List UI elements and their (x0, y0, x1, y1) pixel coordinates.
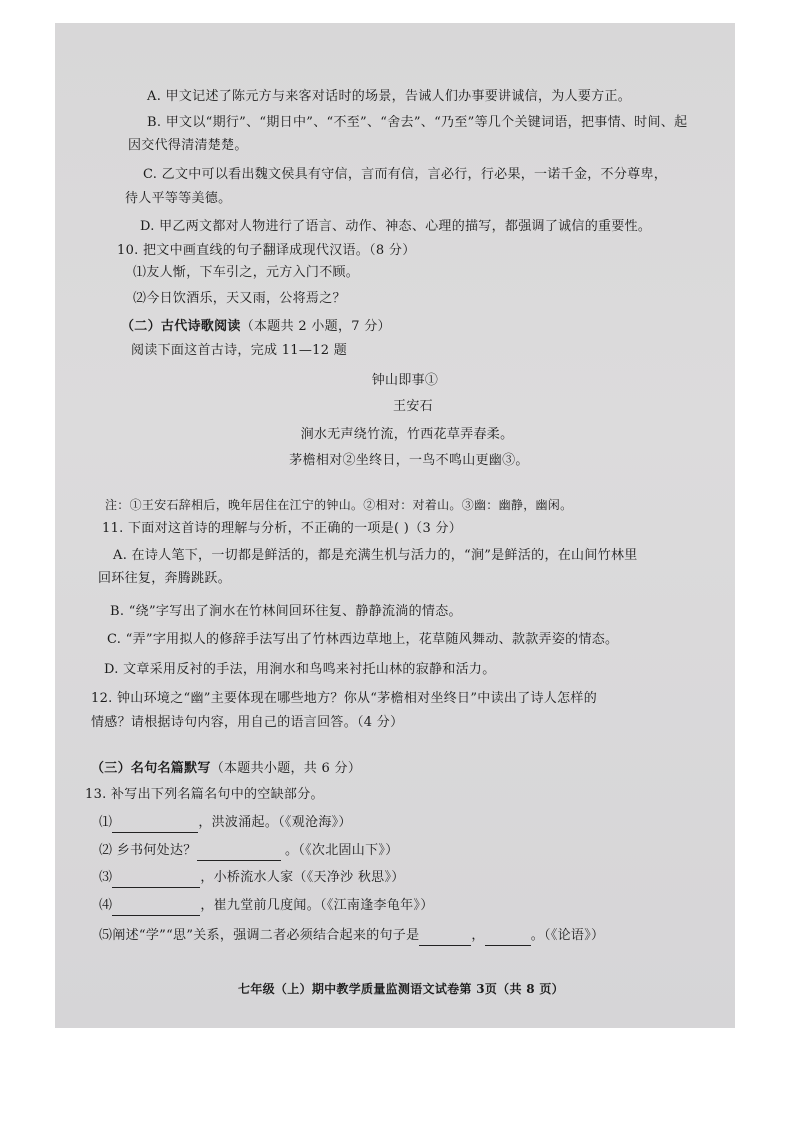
q9-option-b-line1: B. 甲文以“期行”、“期日中”、“不至”、“舍去”、“乃至”等几个关键词语，把事情、时间、起 (147, 115, 688, 130)
poem-line-2: 茅檐相对②坐终日，一鸟不鸣山更幽③。 (289, 453, 529, 468)
q13-item-3 (99, 868, 405, 888)
answer-blank-2[interactable] (197, 846, 281, 861)
poem-line-1: 涧水无声绕竹流，竹西花草弄春柔。 (300, 427, 514, 442)
answer-blank-3[interactable] (112, 873, 200, 888)
section2-note: （本题共 2 小题，7 分） (240, 319, 391, 334)
q13-item-2 (99, 841, 399, 861)
q11-option-b: B. “绕”字写出了涧水在竹林间回环往复、静静流淌的情态。 (110, 604, 462, 619)
exam-page-photo (55, 23, 735, 1028)
q13-item-1 (99, 813, 352, 833)
q9-option-b-line2: 因交代得清清楚楚。 (128, 138, 248, 153)
q13-item-4 (99, 896, 434, 916)
q9-option-d: D. 甲乙两文都对人物进行了语言、动作、神态、心理的描写，都强调了诚信的重要性。 (140, 219, 652, 234)
q11-option-d: D. 文章采用反衬的手法，用涧水和鸟鸣来衬托山林的寂静和活力。 (104, 662, 496, 677)
item-2-text-a: 乡书何处达？ (116, 843, 197, 858)
answer-blank-5b[interactable] (485, 931, 531, 946)
section2-intro: 阅读下面这首古诗，完成 11—12 题 (131, 343, 348, 358)
section2-title: （二）古代诗歌阅读 (121, 319, 241, 334)
q13-item-5 (99, 926, 604, 946)
q11-option-a-line2: 回环往复，奔腾跳跃。 (98, 571, 232, 586)
poem-title: 钟山即事① (371, 373, 439, 388)
item-4-number: ⑷ (99, 898, 113, 913)
item-2-number: ⑵ (99, 843, 113, 858)
item-5-number: ⑸ (99, 928, 113, 943)
q10-stem: 10. 把文中画直线的句子翻译成现代汉语。（8 分） (117, 243, 416, 258)
q10-sentence-1: ⑴友人惭，下车引之，元方入门不顾。 (133, 265, 360, 280)
q11-stem: 11. 下面对这首诗的理解与分析，不正确的一项是( )（3 分） (102, 521, 463, 536)
q11-option-a-line1: A. 在诗人笔下，一切都是鲜活的，都是充满生机与活力的，“涧”是鲜活的，在山间竹林里 (113, 548, 638, 563)
section3-note: （本题共小题，共 6 分） (210, 761, 362, 776)
section2-heading (121, 317, 391, 337)
section3-title: （三）名句名篇默写 (91, 761, 211, 776)
q13-stem: 13. 补写出下列名篇名句中的空缺部分。 (85, 787, 324, 802)
item-3-text: ，小桥流水人家（《天净沙 秋思》） (200, 870, 405, 885)
q9-option-a: A. 甲文记述了陈元方与来客对话时的场景，告诫人们办事要讲诚信，为人要方正。 (147, 89, 632, 104)
q12-line-1: 12. 钟山环境之“幽”主要体现在哪些地方？你从“茅檐相对坐终日”中读出了诗人怎样的 (91, 691, 597, 706)
item-3-number: ⑶ (99, 870, 113, 885)
q9-option-c-line1: C. 乙文中可以看出魏文侯具有守信，言而有信，言必行，行必果，一诺千金，不分尊卑， (143, 167, 668, 182)
q11-option-c: C. “弄”字用拟人的修辞手法写出了竹林西边草地上，花草随风舞动、款款弄姿的情态。 (107, 632, 619, 647)
answer-blank-4[interactable] (112, 901, 200, 916)
item-4-text: ，崔九堂前几度闻。（《江南逢李龟年》） (200, 898, 434, 913)
q10-sentence-2: ⑵今日饮酒乐，天又雨，公将焉之？ (133, 291, 346, 306)
q12-line-2: 情感？请根据诗句内容，用自己的语言回答。（4 分） (91, 715, 404, 730)
section3-heading (91, 759, 361, 779)
page-footer: 七年级（上）期中教学质量监测语文试卷第 3页（共 8 页） (238, 982, 564, 996)
poem-annotation: 注：①王安石辞相后，晚年居住在江宁的钟山。②相对：对着山。③幽：幽静，幽闲。 (105, 498, 573, 512)
item-5-text-b: ， (471, 928, 485, 943)
item-5-text-a: 阐述“学”“思”关系，强调二者必须结合起来的句子是 (112, 928, 420, 943)
poem-author: 王安石 (393, 399, 433, 414)
answer-blank-1[interactable] (112, 818, 198, 833)
item-1-number: ⑴ (99, 815, 113, 830)
answer-blank-5a[interactable] (419, 931, 471, 946)
item-5-text-c: 。（《论语》） (530, 928, 605, 943)
q9-option-c-line2: 待人平等等美德。 (125, 191, 232, 206)
item-1-text: ，洪波涌起。（《观沧海》） (198, 815, 352, 830)
item-2-text-b: 。（《次北固山下》） (285, 843, 399, 858)
